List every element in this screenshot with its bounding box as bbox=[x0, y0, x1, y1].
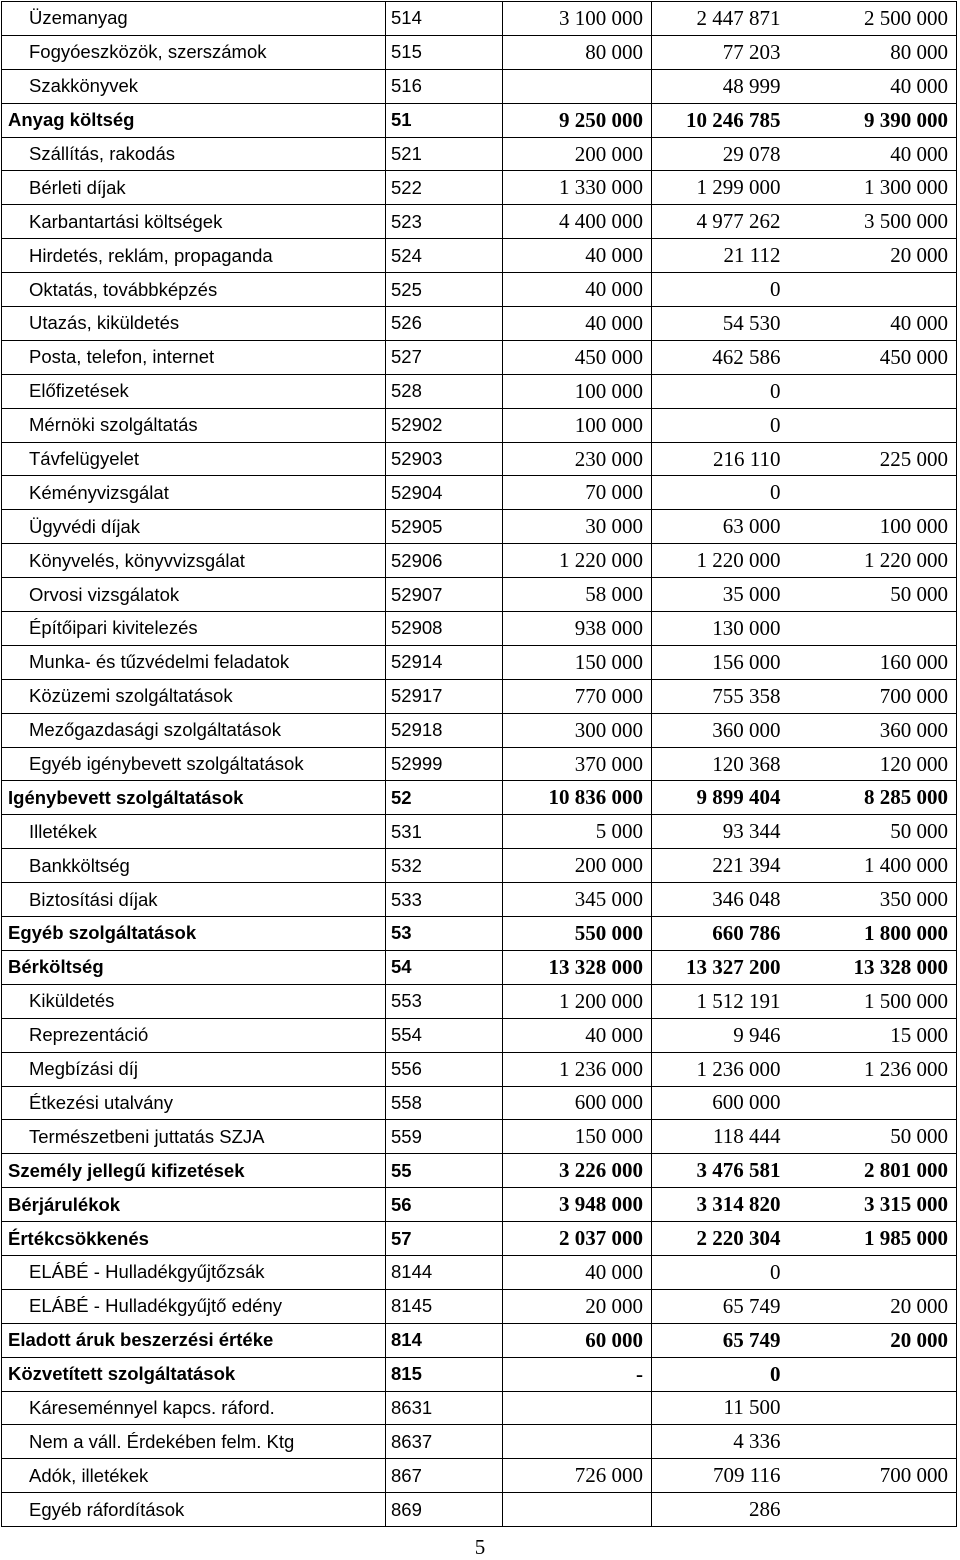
row-value-2-cell: 48 999 bbox=[652, 69, 789, 103]
row-value-1-cell: 30 000 bbox=[503, 510, 652, 544]
row-value-3-cell: 350 000 bbox=[789, 883, 957, 917]
row-name-cell: Étkezési utalvány bbox=[2, 1086, 386, 1120]
row-name-cell: Mezőgazdasági szolgáltatások bbox=[2, 713, 386, 747]
row-value-3-cell: 3 315 000 bbox=[789, 1188, 957, 1222]
row-value-3-cell: 700 000 bbox=[789, 679, 957, 713]
row-name-cell: Eladott áruk beszerzési értéke bbox=[2, 1323, 386, 1357]
row-value-2-cell: 4 977 262 bbox=[652, 205, 789, 239]
row-code-cell: 52914 bbox=[386, 645, 503, 679]
row-value-1-cell: 80 000 bbox=[503, 35, 652, 69]
row-code-cell: 52999 bbox=[386, 747, 503, 781]
row-name-cell: Könyvelés, könyvvizsgálat bbox=[2, 544, 386, 578]
row-value-3-cell bbox=[789, 1086, 957, 1120]
row-value-3-cell: 1 236 000 bbox=[789, 1052, 957, 1086]
subtotal-row bbox=[2, 781, 957, 815]
row-value-2-cell: 9 946 bbox=[652, 1018, 789, 1052]
row-name-cell: Egyéb igénybevett szolgáltatások bbox=[2, 747, 386, 781]
row-value-3-cell: 20 000 bbox=[789, 239, 957, 273]
row-value-2-cell: 21 112 bbox=[652, 239, 789, 273]
row-name-cell: Mérnöki szolgáltatás bbox=[2, 408, 386, 442]
subtotal-row bbox=[2, 1357, 957, 1391]
row-code-cell: 525 bbox=[386, 273, 503, 307]
row-value-1-cell: 550 000 bbox=[503, 917, 652, 951]
row-value-2-cell: 2 220 304 bbox=[652, 1222, 789, 1256]
table-row bbox=[2, 849, 957, 883]
row-code-cell: 554 bbox=[386, 1018, 503, 1052]
row-name-cell: Nem a váll. Érdekében felm. Ktg bbox=[2, 1425, 386, 1459]
row-value-2-cell: 216 110 bbox=[652, 442, 789, 476]
table-row bbox=[2, 408, 957, 442]
row-value-2-cell: 0 bbox=[652, 408, 789, 442]
row-value-1-cell: 40 000 bbox=[503, 307, 652, 341]
row-name-cell: Káreseménnyel kapcs. ráford. bbox=[2, 1391, 386, 1425]
row-value-3-cell: 8 285 000 bbox=[789, 781, 957, 815]
row-value-2-cell: 1 299 000 bbox=[652, 171, 789, 205]
row-name-cell: Közüzemi szolgáltatások bbox=[2, 679, 386, 713]
row-code-cell: 559 bbox=[386, 1120, 503, 1154]
row-value-3-cell: 1 985 000 bbox=[789, 1222, 957, 1256]
row-code-cell: 521 bbox=[386, 137, 503, 171]
row-value-2-cell: 65 749 bbox=[652, 1323, 789, 1357]
row-code-cell: 814 bbox=[386, 1323, 503, 1357]
table-row bbox=[2, 1425, 957, 1459]
table-row bbox=[2, 645, 957, 679]
row-code-cell: 56 bbox=[386, 1188, 503, 1222]
row-value-1-cell: 1 236 000 bbox=[503, 1052, 652, 1086]
row-value-3-cell: 1 800 000 bbox=[789, 917, 957, 951]
row-value-1-cell bbox=[503, 1493, 652, 1527]
row-value-3-cell: 40 000 bbox=[789, 137, 957, 171]
row-name-cell: Értékcsökkenés bbox=[2, 1222, 386, 1256]
row-value-1-cell: 70 000 bbox=[503, 476, 652, 510]
row-value-2-cell: 1 236 000 bbox=[652, 1052, 789, 1086]
row-code-cell: 52906 bbox=[386, 544, 503, 578]
row-value-1-cell: 450 000 bbox=[503, 340, 652, 374]
row-code-cell: 52918 bbox=[386, 713, 503, 747]
row-name-cell: Közvetített szolgáltatások bbox=[2, 1357, 386, 1391]
row-value-3-cell bbox=[789, 1357, 957, 1391]
row-name-cell: Szakkönyvek bbox=[2, 69, 386, 103]
row-value-1-cell: 345 000 bbox=[503, 883, 652, 917]
row-value-1-cell: 3 948 000 bbox=[503, 1188, 652, 1222]
row-code-cell: 869 bbox=[386, 1493, 503, 1527]
row-value-2-cell: 1 220 000 bbox=[652, 544, 789, 578]
row-value-2-cell: 462 586 bbox=[652, 340, 789, 374]
row-value-3-cell: 1 500 000 bbox=[789, 984, 957, 1018]
row-code-cell: 553 bbox=[386, 984, 503, 1018]
row-value-2-cell: 0 bbox=[652, 1255, 789, 1289]
row-value-1-cell: 100 000 bbox=[503, 408, 652, 442]
row-value-1-cell: 726 000 bbox=[503, 1459, 652, 1493]
row-code-cell: 8637 bbox=[386, 1425, 503, 1459]
subtotal-row bbox=[2, 1222, 957, 1256]
table-row bbox=[2, 69, 957, 103]
row-name-cell: Reprezentáció bbox=[2, 1018, 386, 1052]
row-value-3-cell bbox=[789, 1425, 957, 1459]
row-value-3-cell bbox=[789, 476, 957, 510]
row-name-cell: Bérköltség bbox=[2, 950, 386, 984]
row-code-cell: 522 bbox=[386, 171, 503, 205]
row-code-cell: 532 bbox=[386, 849, 503, 883]
row-value-3-cell bbox=[789, 1255, 957, 1289]
table-row bbox=[2, 2, 957, 36]
row-code-cell: 815 bbox=[386, 1357, 503, 1391]
row-value-2-cell: 755 358 bbox=[652, 679, 789, 713]
row-value-1-cell: 10 836 000 bbox=[503, 781, 652, 815]
row-value-2-cell: 286 bbox=[652, 1493, 789, 1527]
row-value-1-cell: 1 200 000 bbox=[503, 984, 652, 1018]
row-value-2-cell: 35 000 bbox=[652, 578, 789, 612]
row-value-2-cell: 660 786 bbox=[652, 917, 789, 951]
row-name-cell: Igénybevett szolgáltatások bbox=[2, 781, 386, 815]
table-row bbox=[2, 1391, 957, 1425]
table-row bbox=[2, 476, 957, 510]
row-value-1-cell: 230 000 bbox=[503, 442, 652, 476]
row-value-1-cell: 60 000 bbox=[503, 1323, 652, 1357]
row-value-1-cell: 13 328 000 bbox=[503, 950, 652, 984]
row-value-2-cell: 221 394 bbox=[652, 849, 789, 883]
row-name-cell: Kiküldetés bbox=[2, 984, 386, 1018]
table-row bbox=[2, 137, 957, 171]
row-value-1-cell: 200 000 bbox=[503, 849, 652, 883]
row-value-1-cell: 4 400 000 bbox=[503, 205, 652, 239]
row-name-cell: Természetbeni juttatás SZJA bbox=[2, 1120, 386, 1154]
row-name-cell: Építőipari kivitelezés bbox=[2, 612, 386, 646]
row-value-1-cell: 40 000 bbox=[503, 273, 652, 307]
row-name-cell: Karbantartási költségek bbox=[2, 205, 386, 239]
row-value-3-cell: 225 000 bbox=[789, 442, 957, 476]
row-name-cell: Adók, illetékek bbox=[2, 1459, 386, 1493]
row-name-cell: Anyag költség bbox=[2, 103, 386, 137]
row-code-cell: 52903 bbox=[386, 442, 503, 476]
row-code-cell: 52905 bbox=[386, 510, 503, 544]
row-value-3-cell: 50 000 bbox=[789, 578, 957, 612]
table-row bbox=[2, 612, 957, 646]
row-code-cell: 52917 bbox=[386, 679, 503, 713]
table-row bbox=[2, 1255, 957, 1289]
row-name-cell: Fogyóeszközök, szerszámok bbox=[2, 35, 386, 69]
row-name-cell: Előfizetések bbox=[2, 374, 386, 408]
row-code-cell: 8631 bbox=[386, 1391, 503, 1425]
row-value-3-cell: 40 000 bbox=[789, 69, 957, 103]
row-value-2-cell: 54 530 bbox=[652, 307, 789, 341]
row-code-cell: 52 bbox=[386, 781, 503, 815]
table-row bbox=[2, 273, 957, 307]
row-value-1-cell: 40 000 bbox=[503, 1255, 652, 1289]
table-row bbox=[2, 239, 957, 273]
row-value-3-cell: 20 000 bbox=[789, 1289, 957, 1323]
row-name-cell: Üzemanyag bbox=[2, 2, 386, 36]
row-value-2-cell: 118 444 bbox=[652, 1120, 789, 1154]
row-code-cell: 54 bbox=[386, 950, 503, 984]
table-row bbox=[2, 510, 957, 544]
row-code-cell: 57 bbox=[386, 1222, 503, 1256]
row-value-1-cell: - bbox=[503, 1357, 652, 1391]
row-value-2-cell: 10 246 785 bbox=[652, 103, 789, 137]
table-row bbox=[2, 1052, 957, 1086]
row-value-3-cell bbox=[789, 374, 957, 408]
row-code-cell: 51 bbox=[386, 103, 503, 137]
row-value-3-cell: 50 000 bbox=[789, 815, 957, 849]
row-code-cell: 867 bbox=[386, 1459, 503, 1493]
budget-table-body bbox=[2, 2, 957, 1527]
row-value-3-cell: 360 000 bbox=[789, 713, 957, 747]
subtotal-row bbox=[2, 950, 957, 984]
row-value-3-cell: 2 801 000 bbox=[789, 1154, 957, 1188]
row-value-1-cell bbox=[503, 69, 652, 103]
row-value-2-cell: 0 bbox=[652, 374, 789, 408]
row-value-2-cell: 600 000 bbox=[652, 1086, 789, 1120]
row-value-1-cell: 770 000 bbox=[503, 679, 652, 713]
row-value-3-cell: 40 000 bbox=[789, 307, 957, 341]
row-value-3-cell bbox=[789, 1493, 957, 1527]
row-value-3-cell: 20 000 bbox=[789, 1323, 957, 1357]
row-code-cell: 52902 bbox=[386, 408, 503, 442]
subtotal-row bbox=[2, 1188, 957, 1222]
row-name-cell: Biztosítási díjak bbox=[2, 883, 386, 917]
row-code-cell: 533 bbox=[386, 883, 503, 917]
row-value-3-cell: 1 220 000 bbox=[789, 544, 957, 578]
row-value-1-cell: 5 000 bbox=[503, 815, 652, 849]
row-value-1-cell: 1 330 000 bbox=[503, 171, 652, 205]
row-value-3-cell: 9 390 000 bbox=[789, 103, 957, 137]
row-code-cell: 52907 bbox=[386, 578, 503, 612]
table-row bbox=[2, 1459, 957, 1493]
row-code-cell: 524 bbox=[386, 239, 503, 273]
table-row bbox=[2, 1493, 957, 1527]
row-name-cell: Kéményvizsgálat bbox=[2, 476, 386, 510]
table-row bbox=[2, 1086, 957, 1120]
row-code-cell: 8145 bbox=[386, 1289, 503, 1323]
row-value-1-cell: 150 000 bbox=[503, 645, 652, 679]
row-value-2-cell: 13 327 200 bbox=[652, 950, 789, 984]
row-value-3-cell: 50 000 bbox=[789, 1120, 957, 1154]
table-row bbox=[2, 205, 957, 239]
row-value-1-cell: 938 000 bbox=[503, 612, 652, 646]
row-name-cell: Egyéb szolgáltatások bbox=[2, 917, 386, 951]
row-value-2-cell: 0 bbox=[652, 476, 789, 510]
row-value-3-cell: 100 000 bbox=[789, 510, 957, 544]
table-row bbox=[2, 544, 957, 578]
row-value-1-cell: 3 226 000 bbox=[503, 1154, 652, 1188]
row-code-cell: 556 bbox=[386, 1052, 503, 1086]
row-value-1-cell: 370 000 bbox=[503, 747, 652, 781]
row-value-2-cell: 120 368 bbox=[652, 747, 789, 781]
table-row bbox=[2, 1018, 957, 1052]
table-row bbox=[2, 578, 957, 612]
row-value-1-cell: 200 000 bbox=[503, 137, 652, 171]
row-value-1-cell: 40 000 bbox=[503, 239, 652, 273]
row-code-cell: 523 bbox=[386, 205, 503, 239]
row-name-cell: Orvosi vizsgálatok bbox=[2, 578, 386, 612]
row-name-cell: Utazás, kiküldetés bbox=[2, 307, 386, 341]
row-value-1-cell: 3 100 000 bbox=[503, 2, 652, 36]
row-code-cell: 516 bbox=[386, 69, 503, 103]
row-value-1-cell bbox=[503, 1425, 652, 1459]
table-row bbox=[2, 984, 957, 1018]
table-row bbox=[2, 713, 957, 747]
row-name-cell: Bérjárulékok bbox=[2, 1188, 386, 1222]
table-row bbox=[2, 1289, 957, 1323]
row-name-cell: Illetékek bbox=[2, 815, 386, 849]
row-name-cell: ELÁBÉ - Hulladékgyűjtőzsák bbox=[2, 1255, 386, 1289]
row-name-cell: Egyéb ráfordítások bbox=[2, 1493, 386, 1527]
row-value-3-cell: 160 000 bbox=[789, 645, 957, 679]
row-value-3-cell: 1 300 000 bbox=[789, 171, 957, 205]
row-value-3-cell bbox=[789, 408, 957, 442]
row-value-3-cell: 450 000 bbox=[789, 340, 957, 374]
row-name-cell: Ügyvédi díjak bbox=[2, 510, 386, 544]
row-value-3-cell: 15 000 bbox=[789, 1018, 957, 1052]
row-value-1-cell: 150 000 bbox=[503, 1120, 652, 1154]
row-name-cell: Munka- és tűzvédelmi feladatok bbox=[2, 645, 386, 679]
row-value-2-cell: 360 000 bbox=[652, 713, 789, 747]
row-value-2-cell: 346 048 bbox=[652, 883, 789, 917]
row-code-cell: 53 bbox=[386, 917, 503, 951]
table-row bbox=[2, 442, 957, 476]
table-row bbox=[2, 1120, 957, 1154]
row-code-cell: 531 bbox=[386, 815, 503, 849]
row-code-cell: 558 bbox=[386, 1086, 503, 1120]
row-value-1-cell: 300 000 bbox=[503, 713, 652, 747]
row-value-3-cell: 3 500 000 bbox=[789, 205, 957, 239]
row-value-2-cell: 4 336 bbox=[652, 1425, 789, 1459]
table-row bbox=[2, 747, 957, 781]
row-name-cell: Oktatás, továbbképzés bbox=[2, 273, 386, 307]
row-value-3-cell: 13 328 000 bbox=[789, 950, 957, 984]
row-code-cell: 526 bbox=[386, 307, 503, 341]
budget-table bbox=[1, 1, 957, 1527]
row-code-cell: 528 bbox=[386, 374, 503, 408]
row-value-2-cell: 0 bbox=[652, 1357, 789, 1391]
row-value-2-cell: 709 116 bbox=[652, 1459, 789, 1493]
row-value-2-cell: 130 000 bbox=[652, 612, 789, 646]
table-row bbox=[2, 374, 957, 408]
row-value-1-cell: 20 000 bbox=[503, 1289, 652, 1323]
table-row bbox=[2, 340, 957, 374]
row-value-1-cell: 2 037 000 bbox=[503, 1222, 652, 1256]
table-row bbox=[2, 171, 957, 205]
row-value-2-cell: 0 bbox=[652, 273, 789, 307]
row-value-3-cell bbox=[789, 612, 957, 646]
row-value-1-cell: 1 220 000 bbox=[503, 544, 652, 578]
subtotal-row bbox=[2, 917, 957, 951]
row-code-cell: 514 bbox=[386, 2, 503, 36]
row-code-cell: 52904 bbox=[386, 476, 503, 510]
row-name-cell: Megbízási díj bbox=[2, 1052, 386, 1086]
row-value-1-cell: 9 250 000 bbox=[503, 103, 652, 137]
table-row bbox=[2, 679, 957, 713]
row-value-2-cell: 29 078 bbox=[652, 137, 789, 171]
row-code-cell: 527 bbox=[386, 340, 503, 374]
row-value-1-cell: 100 000 bbox=[503, 374, 652, 408]
row-value-2-cell: 1 512 191 bbox=[652, 984, 789, 1018]
row-value-3-cell: 2 500 000 bbox=[789, 2, 957, 36]
row-value-1-cell: 600 000 bbox=[503, 1086, 652, 1120]
row-value-3-cell: 120 000 bbox=[789, 747, 957, 781]
row-code-cell: 515 bbox=[386, 35, 503, 69]
row-code-cell: 8144 bbox=[386, 1255, 503, 1289]
table-row bbox=[2, 815, 957, 849]
row-value-3-cell: 700 000 bbox=[789, 1459, 957, 1493]
row-value-2-cell: 63 000 bbox=[652, 510, 789, 544]
row-value-1-cell: 40 000 bbox=[503, 1018, 652, 1052]
row-value-2-cell: 11 500 bbox=[652, 1391, 789, 1425]
row-value-2-cell: 65 749 bbox=[652, 1289, 789, 1323]
row-value-1-cell: 58 000 bbox=[503, 578, 652, 612]
row-value-3-cell: 1 400 000 bbox=[789, 849, 957, 883]
row-name-cell: Szállítás, rakodás bbox=[2, 137, 386, 171]
row-value-1-cell bbox=[503, 1391, 652, 1425]
row-value-2-cell: 93 344 bbox=[652, 815, 789, 849]
row-name-cell: Posta, telefon, internet bbox=[2, 340, 386, 374]
row-value-2-cell: 3 476 581 bbox=[652, 1154, 789, 1188]
row-value-2-cell: 9 899 404 bbox=[652, 781, 789, 815]
row-value-2-cell: 77 203 bbox=[652, 35, 789, 69]
table-row bbox=[2, 35, 957, 69]
row-code-cell: 52908 bbox=[386, 612, 503, 646]
subtotal-row bbox=[2, 1323, 957, 1357]
row-value-2-cell: 3 314 820 bbox=[652, 1188, 789, 1222]
table-row bbox=[2, 883, 957, 917]
row-name-cell: Hirdetés, reklám, propaganda bbox=[2, 239, 386, 273]
row-value-3-cell: 80 000 bbox=[789, 35, 957, 69]
subtotal-row bbox=[2, 1154, 957, 1188]
table-row bbox=[2, 307, 957, 341]
row-value-2-cell: 156 000 bbox=[652, 645, 789, 679]
row-value-3-cell bbox=[789, 1391, 957, 1425]
row-value-2-cell: 2 447 871 bbox=[652, 2, 789, 36]
row-name-cell: Távfelügyelet bbox=[2, 442, 386, 476]
row-code-cell: 55 bbox=[386, 1154, 503, 1188]
row-name-cell: Személy jellegű kifizetések bbox=[2, 1154, 386, 1188]
page-number: 5 bbox=[474, 1535, 486, 1559]
row-name-cell: ELÁBÉ - Hulladékgyűjtő edény bbox=[2, 1289, 386, 1323]
row-name-cell: Bankköltség bbox=[2, 849, 386, 883]
subtotal-row bbox=[2, 103, 957, 137]
row-value-3-cell bbox=[789, 273, 957, 307]
row-name-cell: Bérleti díjak bbox=[2, 171, 386, 205]
